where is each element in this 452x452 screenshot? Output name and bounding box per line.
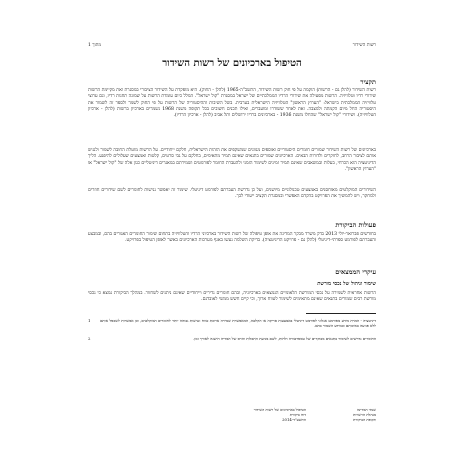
subsection-heading: שימור וניהול של נכסי מורשת <box>317 281 376 287</box>
footer-line: התשע"ד-2014 <box>282 416 306 422</box>
paragraph-3: השידורים המוקלטים מאוחסנים באמצעים טכנולוגיים מיושנים, ועל כן נדרשת העברתם לפורמט דיגיטלי. שימור זה יאפשר נגישות לחומרים לשם שידורים חוזרים ולמחקר, ויש להמשיך את הפרויקט בהקדם האפשרי ובמסגרת תקציב ייעודי לכך. <box>88 188 376 200</box>
section-heading-findings: עיקרי הממצאים <box>335 268 376 276</box>
paragraph-4: בחודשים פברואר-יולי 2013 בדק משרד מבקר המדינה את אופן טיפולה של רשות השידור בארכיוני הרדיו והטלוויזיה בתחום שימור החומרים האגורים בהם, ובמבצע והעברתם לפורמט ספרתי-דיגיטלי (להלן גם - פרויקט הדיגיטציה). בדיקת השלמה נעשו באגף מערכות הארכיונים באשר לאופן הטיפול בפרויקט. <box>88 232 376 244</box>
footer-column-middle <box>254 408 306 422</box>
footer-line: הטיפול בארכיונים של רשות השידור <box>253 407 306 412</box>
page-number: 1 מתוך <box>88 43 102 48</box>
running-header <box>88 42 376 52</box>
footnote-number: 2 <box>88 336 91 341</box>
footnote-text: החומרים נדרשים לשימור בתנאים מבוקרים של טמפרטורה ולחות, לשם מניעת התכלות והרס של המדיה הישנה לאורך זמן. <box>193 336 376 341</box>
footer-line: שנתי המדינה <box>356 407 376 412</box>
section-heading-audit: פעולות הביקורת <box>335 221 376 229</box>
footer-line: תקופת הביקורת <box>352 416 376 422</box>
paragraph-5: הרשות אחראית לשמירה על נכסי המורשת הלאומיים הנמצאים בארכיוניה, ובהם חומרים נדירים וייחודיים שאינם ניתנים לשחזור. במהלך הביקורת נמצא כי נכסי מורשת רבים שמורים בתנאים שאינם מתאימים לשימור לטווח ארוך, וכי קיים חשש ממשי לאובדנם. <box>88 291 376 303</box>
footnote-2 <box>88 336 376 341</box>
document-title: הטיפול בארכיונים של רשות השידור <box>162 58 302 69</box>
footer-line: דוח ביקורת <box>289 411 306 417</box>
footer-column-right <box>353 408 376 422</box>
footnote-text: דיגיטציה - המרת מידע מפורמט אנלוגי לפורמט דיגיטלי באמצעות סריקה או הקלטה, המאפשרת שמירה ארוכת טווח ונגישות גבוהה יותר לחומרים המוקלטים, וכן אפשרות לשכפל אותם ללא פגיעה באיכותם ובמידע השמור בהם. <box>100 318 376 329</box>
paragraph-2: בארכיונים של רשות השידור שמורים חומרים היסטוריים ואוספים מגוונים שמשקפים את הזהות הישראלית, חלקם ייחודיים. על הרשות מוטלת החובה לשמור ולנגיש אותם לציבור הרחב, לחוקרים ולדורות הבאים. הארכיונים שמורים בתנאים שאינם תמיד מתאימים, בחלקם על גבי סרטים, קלטות ואמצעים שעלולים להיפגע. הליך הדיגיטציה הוא הכרחי, בעלות ובמשאבים שאינם תמיד זמינים לשימור הזמני ולהעברת החומר לפורמטים ושמירתם במאגרים דיגיטליים כגון אלה של "קול ישראל" או "הערוץ הראשון". <box>88 148 376 172</box>
footnote-1 <box>88 318 376 328</box>
paragraph-1: רשות השידור (להלן גם - הרשות) הוקמה על פי חוק רשות השידור, התשכ"ה-1965 (להלן - החוק). היא מופקדת על השידור הציבורי במסגרת ואת מקיימת הרשות שידורי רדיו וטלוויזיה. הרשות מפעילה את שידורי הרדיו הממלכתיים של ישראל במסגרת "קול ישראל". המלל כיום עומדת הרשות על שמונה תחנות רדיו, וגם ערוצי טלוויזיה הממלכתית בישראל: "הערוץ הראשון" הטלוויזיה הישראלית בערבית. בשל השיבות וההיסטוריה של הרשות על פי החוק לשמר ולספר זה לשמור את היסטוריה החל מיום הקמתה ולמצבה. זאת לאחר ששודרו ומועברים, ואילו תכנים חשובים בכל תקופה משנת 1968 נשמרים בארכיון ברשות (להלן - ארכיון הטלוויזיה). ושידורי "קול ישראל" שהחלו משנת 1936 - בארכיונים ברדיו ירושלים ותל אביב (להלן - ארכיון הרדיו). <box>88 88 376 119</box>
footer-line: מנהלת הרשויות <box>353 411 376 417</box>
document-page <box>88 0 376 452</box>
footnote-number: 1 <box>88 318 91 323</box>
footnote-separator <box>306 313 376 314</box>
section-heading-summary: תקציר <box>360 78 376 86</box>
running-title: רשות השידור <box>352 43 376 48</box>
